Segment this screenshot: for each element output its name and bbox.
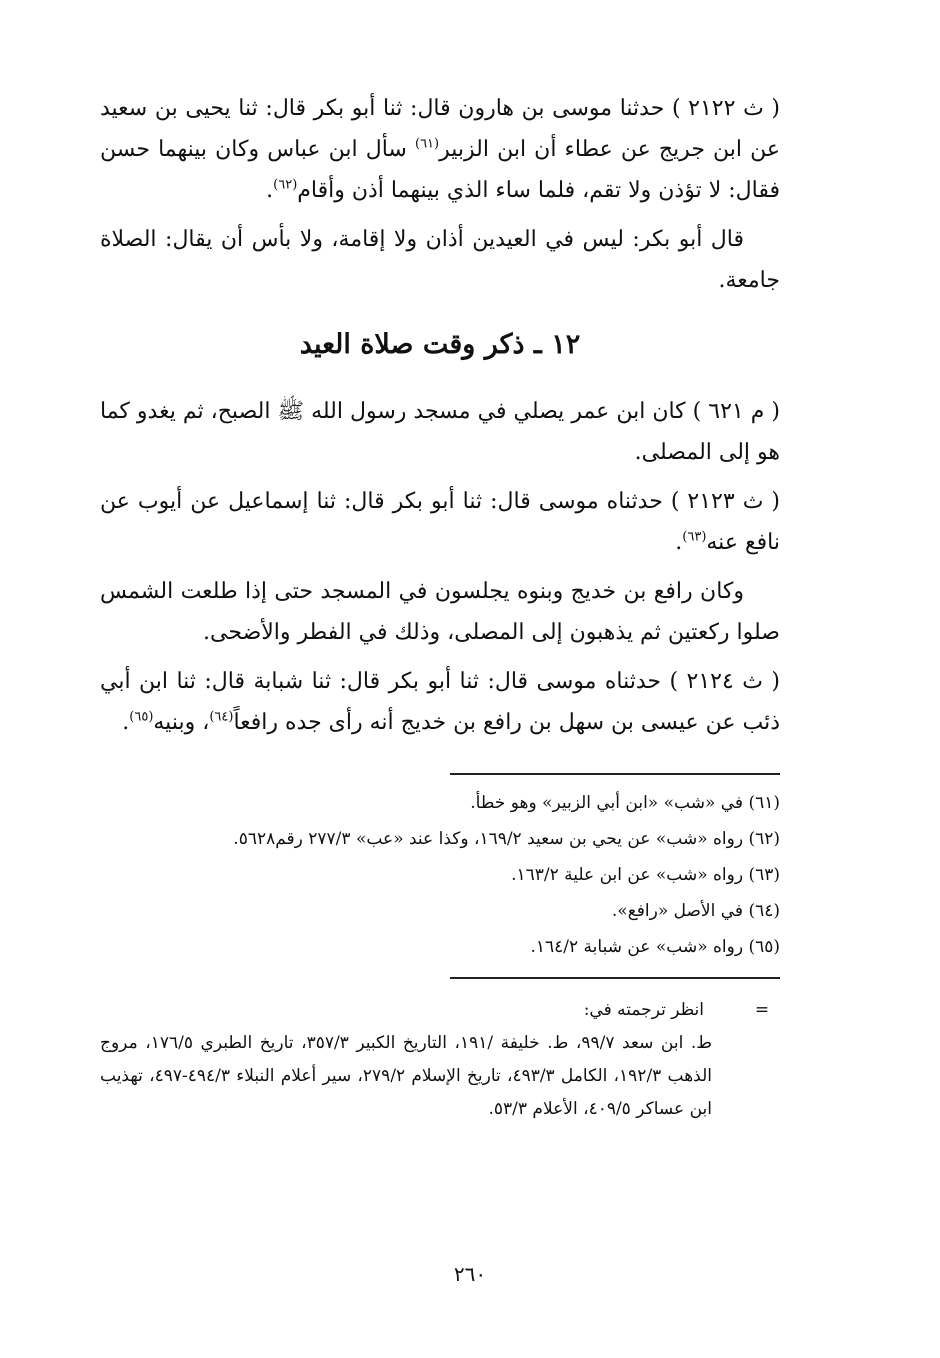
footnote-65: (٦٥) رواه «شب» عن شبابة ١٦٤/٢. (530, 937, 780, 957)
section-heading: ١٢ ـ ذكر وقت صلاة العيد (299, 329, 581, 360)
bio-header-text: انظر ترجمته في: (583, 1000, 704, 1020)
bio-references: ط. ابن سعد ٩٩/٧، ط. خليفة /١٩١، التاريخ الكبير ٣٥٧/٣، تاريخ الطبري ١٧٦/٥، مروج الذهب ١٩٢/٣، الكامل ٤٩٣/٣، تاريخ الإسلام ٢٧٩/٢، سير أعلام النبلاء ٤٩٤/٣-٤٩٧، تهذيب ابن عساكر ٤٠٩/٥، الأعلام ٥٣/٣. (100, 1033, 712, 1119)
footnotes (100, 785, 780, 965)
footnote-ref-62: (٦٢) (273, 177, 298, 193)
hadith-2122-text-2: سأل ابن عباس وكان بينهما حسن فقال: لا تؤذن ولا تقم، فلما ساء الذي بينهما أذن وأقام (100, 137, 780, 203)
rafi-paragraph: وكان رافع بن خديج وبنوه يجلسون في المسجد حتى إذا طلعت الشمس صلوا ركعتين ثم يذهبون إلى المصلى، وذلك في الفطر والأضحى. (100, 579, 780, 645)
footnote-ref-61: (٦١) (414, 136, 440, 152)
hadith-2122-end: . (266, 178, 274, 203)
footnote-ref-64: (٦٤) (209, 709, 234, 725)
footnote-ref-63: (٦٣) (682, 529, 707, 545)
footnote-ref-65: (٦٥) (129, 709, 154, 725)
hadith-2123-end: . (675, 530, 683, 555)
hadith-2123 (100, 481, 780, 563)
hadith-2122-text: ( ث ٢١٢٢ ) حدثنا موسى بن هارون قال: ثنا أبو بكر قال: ثنا يحيى بن سعيد عن ابن جريج عن عطاء أن ابن الزبير (100, 96, 781, 162)
hadith-2124-mid: ، وبنيه (153, 710, 210, 735)
page-body (100, 88, 780, 1126)
footnote-63: (٦٣) رواه «شب» عن ابن علية ١٦٣/٢. (511, 865, 780, 885)
hadith-2122 (100, 88, 780, 211)
hadith-2123-text: ( ث ٢١٢٣ ) حدثناه موسى قال: ثنا أبو بكر قال: ثنا إسماعيل عن أيوب عن نافع عنه (100, 489, 781, 555)
page-number: ٢٦٠ (453, 1262, 487, 1286)
abu-bakr-comment: قال أبو بكر: ليس في العيدين أذان ولا إقامة، ولا بأس أن يقال: الصلاة جامعة. (100, 227, 780, 293)
bio-header (100, 993, 780, 1027)
footnote-62: (٦٢) رواه «شب» عن يحي بن سعيد ١٦٩/٢، وكذا عند «عب» ٢٧٧/٣ رقم٥٦٢٨. (233, 829, 780, 849)
athar-621: ( م ٦٢١ ) كان ابن عمر يصلي في مسجد رسول الله ﷺ الصبح، ثم يغدو كما هو إلى المصلى. (100, 399, 780, 465)
footnote-64: (٦٤) في الأصل «رافع». (611, 901, 780, 921)
hadith-2124-end: . (122, 710, 130, 735)
continuation-mark: = (754, 1000, 770, 1020)
footnote-divider (450, 773, 780, 775)
footnote-61: (٦١) في «شب» «ابن أبي الزبير» وهو خطأ. (470, 793, 780, 813)
hadith-2124 (100, 661, 780, 743)
bio-divider (450, 977, 780, 979)
hadith-2124-text: ( ث ٢١٢٤ ) حدثناه موسى قال: ثنا أبو بكر قال: ثنا شبابة قال: ثنا ابن أبي ذئب عن عيسى بن سهل بن رافع بن خديج أنه رأى جده رافعاً (100, 669, 780, 735)
